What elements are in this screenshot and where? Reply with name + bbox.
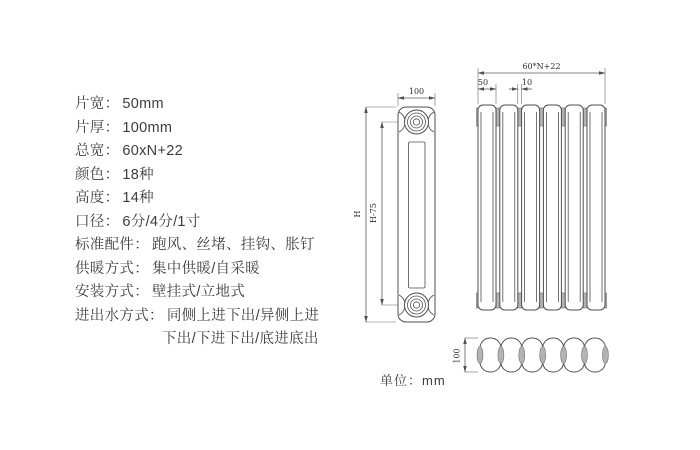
side-view-drawing [340, 82, 450, 334]
dim-label-width: 100 [408, 87, 425, 96]
junction-lens [498, 347, 504, 364]
spec-label: 总宽： [75, 143, 120, 159]
dim-label-fin-width: 50 [477, 78, 489, 87]
connector [583, 293, 587, 308]
top-view-drawing [450, 332, 615, 380]
side-view-body [398, 107, 435, 322]
spec-line [75, 164, 355, 188]
spec-line [75, 117, 355, 141]
connector [561, 108, 565, 126]
spec-label: 片宽： [75, 96, 120, 112]
spec-line [75, 305, 355, 329]
spec-label: 安装方式： [75, 284, 149, 300]
spec-value: 100mm [122, 119, 173, 136]
spec-line [75, 211, 355, 235]
junction-lens [540, 347, 546, 364]
fitting-ring [405, 293, 429, 317]
spec-line [75, 93, 355, 117]
front-view-drawing [468, 52, 618, 314]
connector [518, 108, 522, 126]
dim-label-total-width: 60*N+22 [522, 62, 561, 71]
spec-label: 进出水方式： [75, 307, 164, 324]
spec-line-continuation [162, 328, 355, 352]
dim-label-gap: 10 [521, 78, 533, 87]
dim-label-center-height: H-75 [369, 203, 378, 223]
connector [540, 293, 544, 308]
spec-value: 跑风、丝堵、挂钩、胀钉 [152, 237, 315, 253]
spec-value: 6分/4分/1寸 [122, 213, 201, 230]
spec-line [75, 258, 355, 282]
junction-lens [519, 347, 525, 364]
junction-lens [561, 347, 567, 364]
dim-label-depth: 100 [452, 348, 462, 364]
spec-line [75, 281, 355, 305]
spec-label: 片厚： [75, 119, 120, 136]
spec-line [75, 140, 355, 164]
spec-line [75, 187, 355, 211]
spec-label: 高度： [75, 190, 120, 206]
spec-value: 下出/下进下出/底进底出 [162, 331, 319, 347]
spec-value: 14种 [122, 190, 154, 206]
spec-label: 口径： [75, 213, 120, 230]
junction-lens [582, 347, 588, 364]
connector [518, 293, 522, 308]
spec-value: 50mm [122, 96, 164, 112]
spec-panel [75, 93, 355, 352]
spec-label: 颜色： [75, 166, 120, 183]
spec-line [75, 234, 355, 258]
junction-lens [477, 347, 483, 364]
fitting-ring [405, 110, 429, 134]
junction-lens [602, 347, 608, 364]
spec-value: 60xN+22 [122, 143, 183, 159]
connector [496, 293, 500, 308]
connector [583, 108, 587, 126]
unit-label: 单位：mm [380, 373, 446, 388]
dim-label-total-height: H [353, 210, 362, 218]
connector [540, 108, 544, 126]
column-profile-lines [481, 112, 602, 302]
connector [561, 293, 565, 308]
profile-line [481, 112, 602, 302]
spec-value: 同侧上进下出/异侧上进 [166, 307, 320, 324]
spec-label: 供暖方式： [75, 260, 149, 277]
radiator-columns [478, 105, 605, 310]
spec-label: 标准配件： [75, 237, 149, 253]
spec-value: 集中供暖/自采暖 [152, 260, 260, 277]
spec-value: 18种 [122, 166, 154, 183]
spec-value: 壁挂式/立地式 [152, 284, 246, 300]
connector [496, 108, 500, 126]
